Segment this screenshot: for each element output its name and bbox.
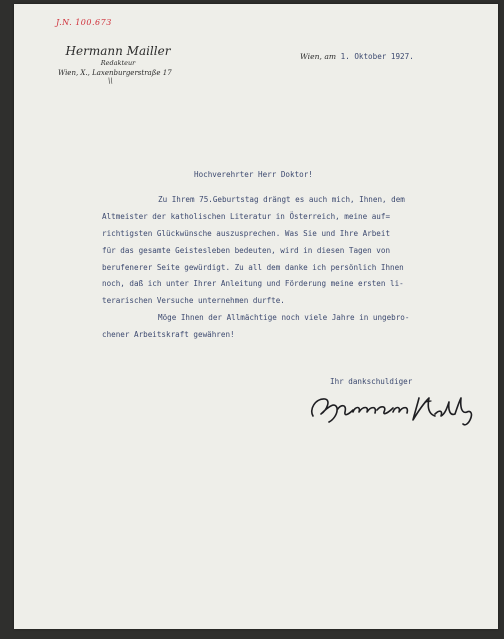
letterhead-mark: \\	[108, 77, 113, 85]
body-line: richtigsten Glückwünsche auszusprechen. Was Sie und Ihre Arbeit	[102, 228, 391, 238]
body-line: Altmeister der katholischen Literatur in Österreich, meine auf=	[102, 211, 391, 221]
letterhead-role: Redakteur	[100, 59, 136, 67]
salutation: Hochverehrter Herr Doktor!	[194, 170, 313, 179]
date-line	[300, 52, 414, 61]
body-line: terarischen Versuche unternehmen durfte.	[102, 296, 285, 306]
body-line: chener Arbeitskraft gewähren!	[102, 330, 235, 340]
body-line: Zu Ihrem 75.Geburtstag drängt es auch mich, Ihnen, dem	[158, 195, 405, 204]
body-line: berufenerer Seite gewürdigt. Zu all dem danke ich persönlich Ihnen	[102, 262, 404, 272]
body-line: noch, daß ich unter Ihrer Anleitung und Förderung meine ersten li-	[102, 279, 404, 289]
handwritten-signature	[307, 390, 477, 434]
body-line: Möge Ihnen der Allmächtige noch viele Jahre in ungebro-	[158, 313, 410, 323]
bleed-through-shadow	[44, 134, 484, 174]
date-place: Wien, am	[300, 52, 337, 61]
letterhead-name: Hermann Mailler	[65, 44, 171, 58]
date-value: 1. Oktober 1927.	[340, 52, 414, 61]
closing-phrase: Ihr dankschuldiger	[330, 377, 413, 386]
letterhead-address: Wien, X., Laxenburgerstraße 17	[58, 69, 172, 77]
body-line: für das gesamte Geistesleben bedeuten, wird in diesen Tagen von	[102, 245, 391, 255]
archive-number: J.N. 100.673	[56, 18, 112, 27]
letter-body	[102, 192, 482, 344]
letter-sheet	[14, 4, 498, 629]
letterhead	[58, 44, 178, 85]
